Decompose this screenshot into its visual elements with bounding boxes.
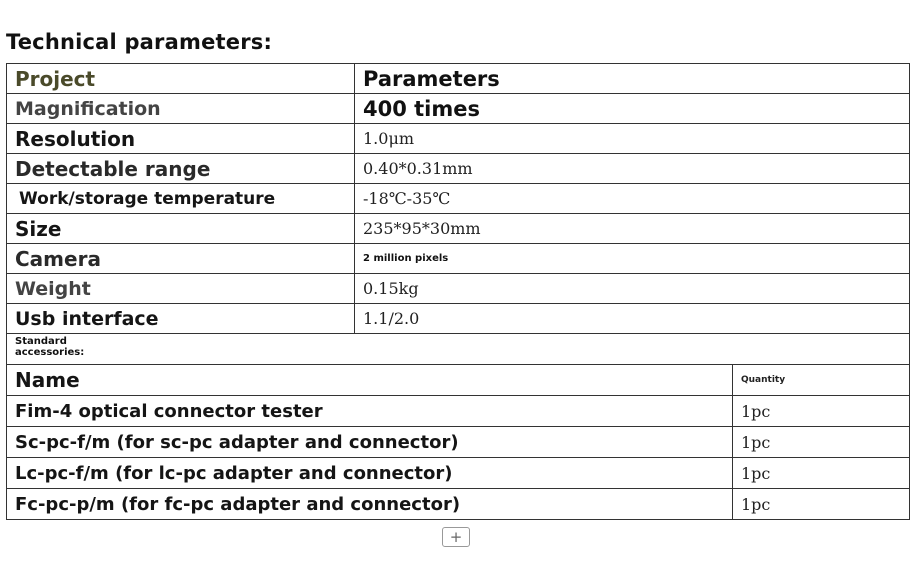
accessory-name: Lc-pc-f/m (for lc-pc adapter and connector) xyxy=(7,458,733,489)
param-value-size: 235*95*30mm xyxy=(355,214,910,244)
table-row xyxy=(7,489,910,520)
accessories-label-text: Standard accessories: xyxy=(15,336,85,358)
param-name-weight: Weight xyxy=(7,274,355,304)
param-name-magnification: Magnification xyxy=(7,94,355,124)
page-title: Technical parameters: xyxy=(6,30,273,54)
table-row xyxy=(7,304,910,334)
table-header-row xyxy=(7,365,910,396)
param-value-camera: 2 million pixels xyxy=(355,244,910,274)
accessory-name: Fim-4 optical connector tester xyxy=(7,396,733,427)
accessories-table xyxy=(6,364,910,520)
parameters-table xyxy=(6,63,910,365)
name-header: Name xyxy=(7,365,733,396)
plus-icon: + xyxy=(449,527,463,546)
table-row xyxy=(7,274,910,304)
table-header-row xyxy=(7,64,910,94)
param-name-size: Size xyxy=(7,214,355,244)
parameters-header: Parameters xyxy=(355,64,910,94)
param-name-resolution: Resolution xyxy=(7,124,355,154)
table-row xyxy=(7,427,910,458)
param-value-detectable-range: 0.40*0.31mm xyxy=(355,154,910,184)
param-name-temperature: Work/storage temperature xyxy=(7,184,355,214)
project-header: Project xyxy=(7,64,355,94)
param-name-detectable-range: Detectable range xyxy=(7,154,355,184)
param-value-weight: 0.15kg xyxy=(355,274,910,304)
table-row xyxy=(7,184,910,214)
param-value-temperature: -18℃-35℃ xyxy=(355,184,910,214)
param-name-usb-interface: Usb interface xyxy=(7,304,355,334)
param-name-camera: Camera xyxy=(7,244,355,274)
accessories-label xyxy=(7,334,910,365)
accessory-quantity: 1pc xyxy=(733,489,910,520)
quantity-header: Quantity xyxy=(733,365,910,396)
add-button[interactable] xyxy=(442,527,470,547)
accessories-label-row xyxy=(7,334,910,365)
param-value-usb-interface: 1.1/2.0 xyxy=(355,304,910,334)
table-row xyxy=(7,124,910,154)
accessory-quantity: 1pc xyxy=(733,458,910,489)
accessory-quantity: 1pc xyxy=(733,396,910,427)
table-row xyxy=(7,214,910,244)
table-row xyxy=(7,458,910,489)
param-value-magnification: 400 times xyxy=(355,94,910,124)
table-row xyxy=(7,154,910,184)
table-row xyxy=(7,94,910,124)
param-value-resolution: 1.0μm xyxy=(355,124,910,154)
table-row xyxy=(7,396,910,427)
accessory-name: Fc-pc-p/m (for fc-pc adapter and connector) xyxy=(7,489,733,520)
table-row xyxy=(7,244,910,274)
accessory-name: Sc-pc-f/m (for sc-pc adapter and connector) xyxy=(7,427,733,458)
accessory-quantity: 1pc xyxy=(733,427,910,458)
